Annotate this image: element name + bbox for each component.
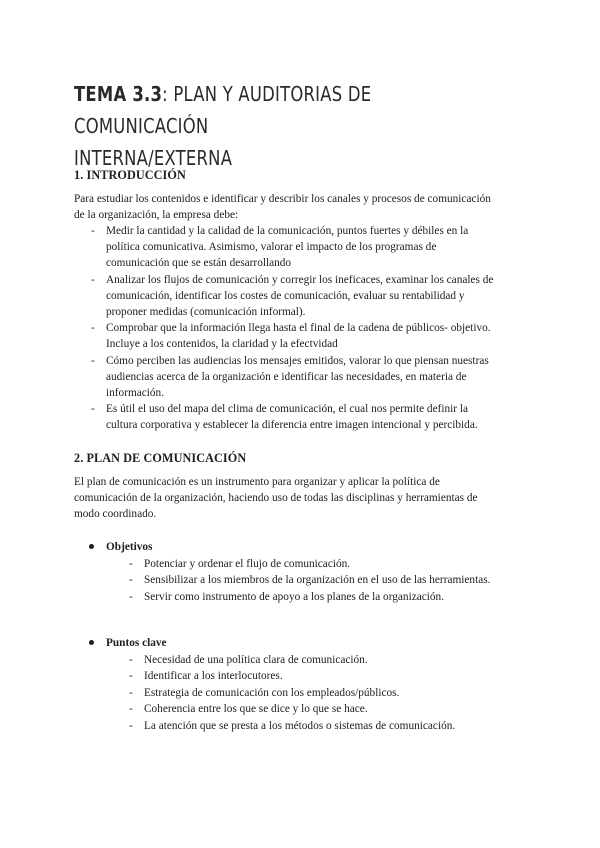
list-line: comunicación, identificar los costes de comunicación, evaluar su rentabilidad y — [106, 289, 465, 302]
objetivos-list — [126, 556, 490, 605]
intro-line: El plan de comunicación es un instrumento para organizar y aplicar la política de — [74, 476, 440, 488]
list-line: - Analizar los flujos de comunicación y corregir los ineficaces, examinar los canales de — [106, 273, 494, 286]
title-tema: TEMA 3.3 — [74, 82, 163, 106]
intro-line: comunicación de la organización, haciendo uso de todas las disciplinas y herramientas de — [74, 492, 478, 505]
list-item: - Coherencia entre los que se dice y lo que se hace. — [126, 701, 455, 717]
list-line: - Medir la cantidad y la calidad de la comunicación, puntos fuertes y débiles en la — [106, 225, 469, 237]
intro-line: Para estudiar los contenidos e identificar y describir los canales y procesos de comunicación — [74, 193, 491, 205]
objetivos-label: Objetivos — [106, 541, 153, 553]
section1-heading: 1. INTRODUCCIÓN — [74, 168, 186, 182]
list-line: cultura corporativa y establecer la diferencia entre imagen intencional y percibida. — [106, 419, 478, 432]
list-line: - Comprobar que la información llega hasta el final de la cadena de públicos- objetivo. — [106, 322, 491, 335]
section2-intro — [74, 474, 534, 523]
bullet-dot-icon — [89, 640, 94, 645]
list-item: - Necesidad de una política clara de comunicación. — [126, 652, 455, 668]
list-item — [74, 272, 544, 321]
list-item: - Servir como instrumento de apoyo a los planes de la organización. — [126, 589, 490, 605]
intro-line: de la organización, la empresa debe: — [74, 209, 239, 222]
section1-intro — [74, 191, 534, 223]
section1-list — [74, 223, 544, 434]
puntos-clave-bullet — [89, 637, 167, 649]
list-item — [74, 353, 544, 402]
list-item: - Sensibilizar a los miembros de la organización en el uso de las herramientas. — [126, 572, 490, 588]
list-item: - La atención que se presta a los métodos o sistemas de comunicación. — [126, 718, 455, 734]
puntos-clave-list — [126, 652, 455, 734]
puntos-clave-label: Puntos clave — [106, 637, 167, 649]
title-rest: : PLAN Y AUDITORIAS DE COMUNICACIÓN — [74, 82, 372, 138]
list-line: proponer medidas (comunicación informal). — [106, 306, 306, 319]
bullet-dot-icon — [89, 544, 94, 549]
list-item — [74, 320, 544, 352]
document-title — [74, 78, 468, 174]
list-line: - Es útil el uso del mapa del clima de comunicación, el cual nos permite definir la — [106, 403, 469, 416]
list-item — [74, 401, 544, 433]
title-line2: INTERNA/EXTERNA — [74, 146, 233, 170]
list-item — [74, 223, 544, 272]
objetivos-bullet — [89, 541, 152, 553]
list-line: - Cómo perciben las audiencias los mensajes emitidos, valorar lo que piensan nuestras — [106, 354, 489, 367]
intro-line: modo coordinado. — [74, 508, 157, 521]
list-item: - Identificar a los interlocutores. — [126, 668, 455, 684]
list-line: audiencias acerca de la organización e identificar las necesidades, en materia de — [106, 370, 467, 383]
list-line: comunicación que se están desarrollando — [106, 257, 292, 270]
section2-heading: 2. PLAN DE COMUNICACIÓN — [74, 451, 247, 465]
list-line: Incluye a los contenidos, la claridad y la efectvidad — [106, 338, 338, 351]
list-line: información. — [106, 387, 165, 400]
list-item: - Potenciar y ordenar el flujo de comunicación. — [126, 556, 490, 572]
list-item: - Estrategia de comunicación con los empleados/públicos. — [126, 685, 455, 701]
list-line: política comunicativa. Asimismo, valorar el impacto de los programas de — [106, 241, 437, 254]
